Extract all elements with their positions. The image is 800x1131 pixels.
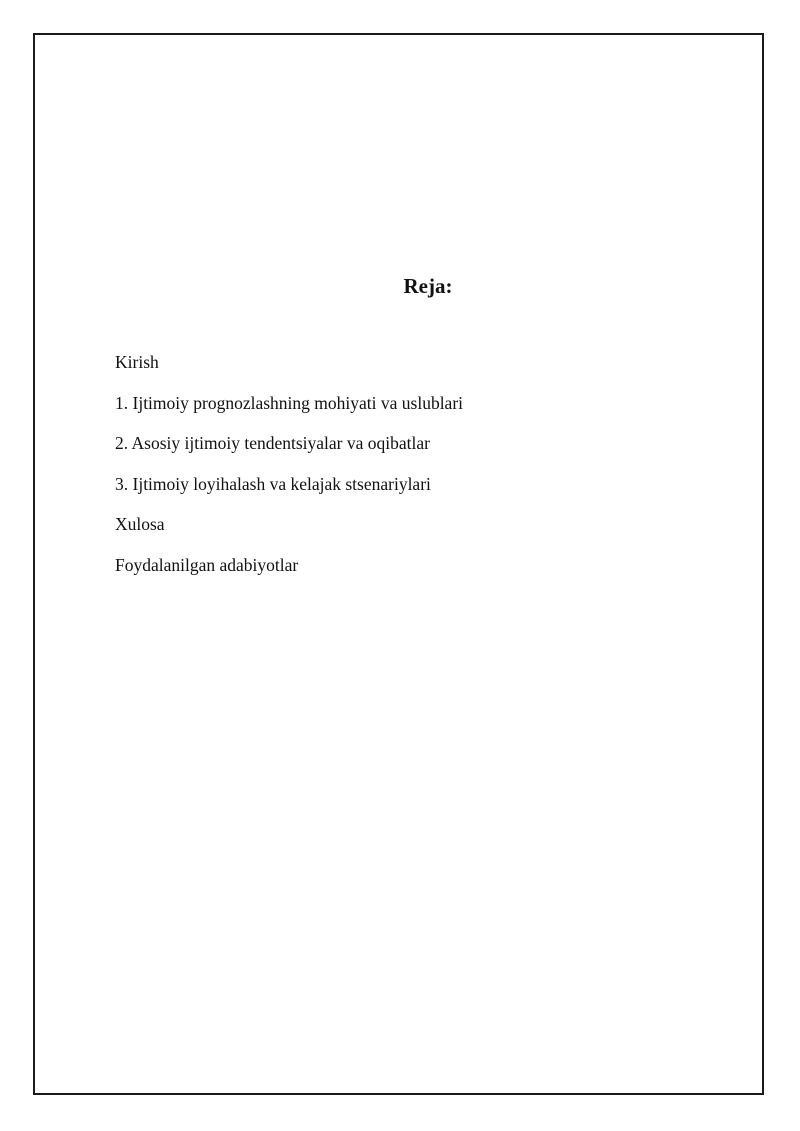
page-title: Reja:: [403, 274, 453, 298]
toc-item-chapter-2: 2. Asosiy ijtimoiy tendentsiyalar va oqibatlar: [115, 433, 430, 453]
toc-item-chapter-1: 1. Ijtimoiy prognozlashning mohiyati va uslublari: [115, 392, 464, 413]
toc-item-references: Foydalanilgan adabiyotlar: [115, 554, 299, 575]
toc-item-chapter-3: 3. Ijtimoiy loyihalash va kelajak stsenariylari: [115, 473, 431, 494]
toc-item-conclusion: Xulosa: [115, 514, 165, 534]
toc-item-introduction: Kirish: [115, 352, 159, 372]
table-of-contents: [115, 350, 463, 593]
